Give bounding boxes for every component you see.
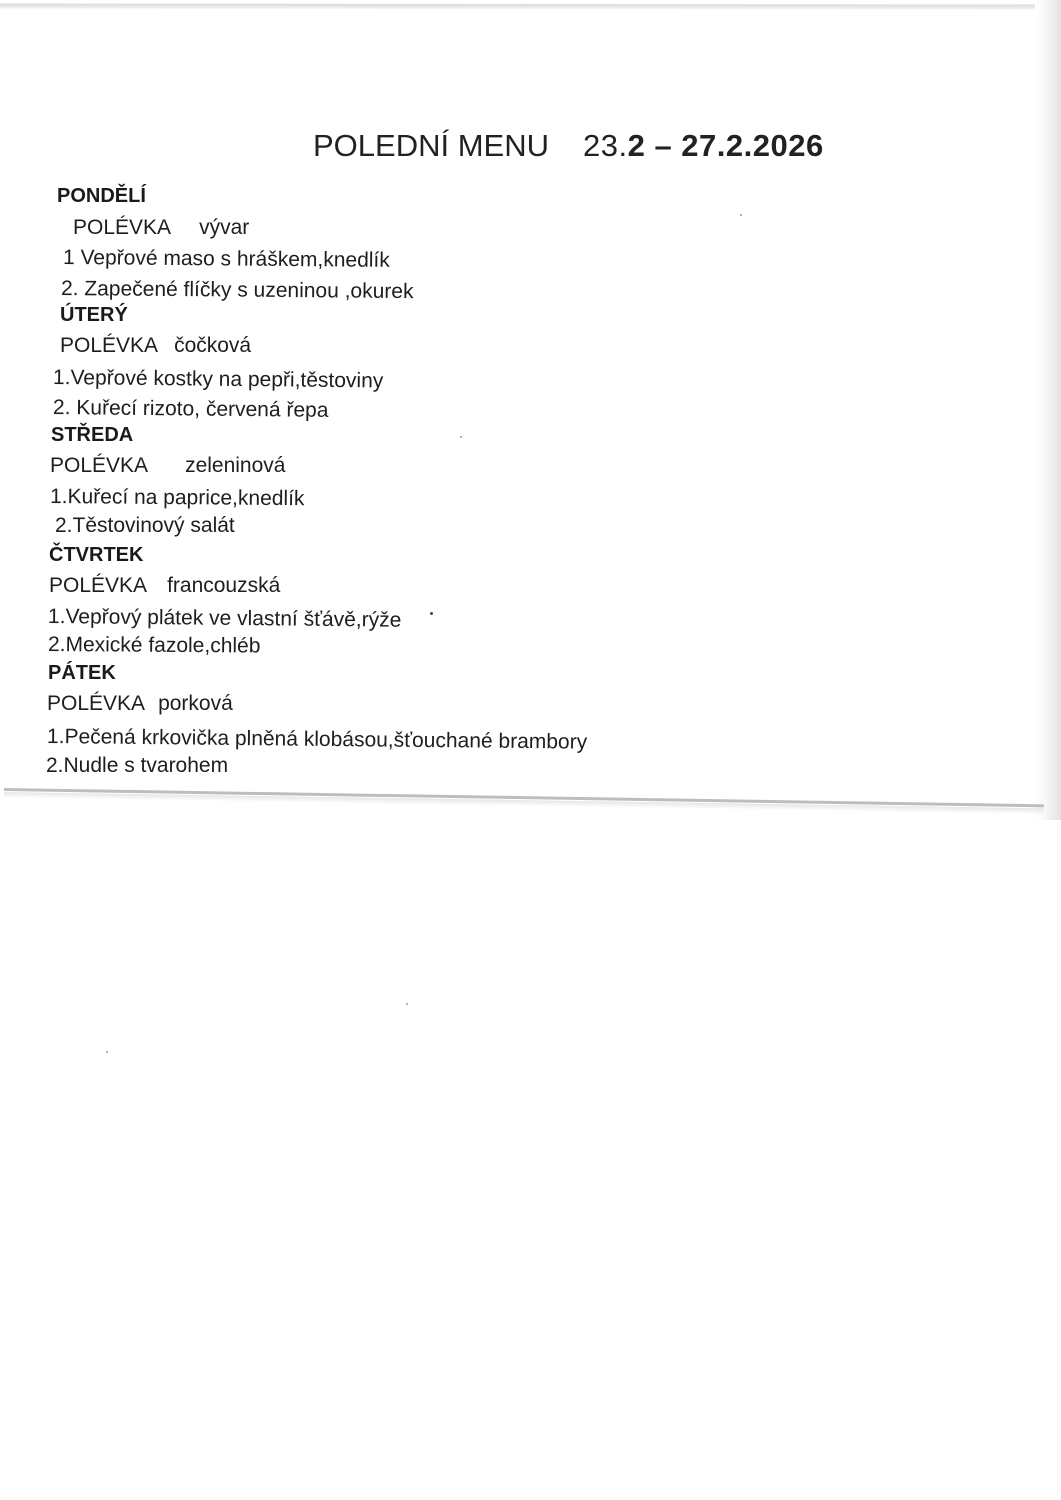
scan-speck [406,1003,408,1005]
menu-date-range-end: 2 – 27.2.2026 [627,128,824,163]
soup-name: vývar [199,216,250,239]
meal2-friday: 2.Nudle s tvarohem [46,754,229,777]
meal2-tuesday: 2. Kuřecí rizoto, červená řepa [52,396,329,422]
soup-line-friday [47,692,233,716]
scan-speck [460,436,462,438]
menu-title [313,128,824,164]
soup-label: POLÉVKA [50,454,149,477]
meal1-wednesday: 1.Kuřecí na paprice,knedlík [49,485,305,511]
meal1-friday: 1.Pečená krkovička plněná klobásou,šťouchané brambory [46,725,588,754]
sheet-top-edge [0,4,1061,10]
sheet-right-edge [1035,0,1061,820]
soup-label: POLÉVKA [47,692,146,715]
menu-date-range [583,128,824,163]
soup-label: POLÉVKA [49,574,148,597]
soup-label: POLÉVKA [60,334,159,357]
menu-date-range-start: 23. [582,128,628,163]
day-heading-tuesday: ÚTERÝ [60,304,128,326]
soup-line-monday [73,216,249,240]
soup-name: zeleninová [185,454,286,477]
meal2-wednesday: 2.Těstovinový salát [55,514,235,537]
soup-name: francouzská [167,574,281,597]
scan-speck [740,214,742,216]
menu-title-label: POLEDNÍ MENU [313,128,549,163]
scan-speck [106,1051,108,1053]
meal1-thursday: 1.Vepřový plátek ve vlastní šťávě,rýže [47,605,402,632]
scan-speck [430,612,433,615]
meal2-monday: 2. Zapečené flíčky s uzeninou ,okurek [60,277,414,304]
soup-name: porková [158,692,233,715]
meal2-thursday: 2.Mexické fazole,chléb [47,633,261,658]
soup-name: čočková [174,334,252,357]
day-heading-monday: PONDĚLÍ [57,185,146,207]
day-heading-friday: PÁTEK [48,662,116,684]
soup-line-tuesday [60,334,251,358]
day-heading-wednesday: STŘEDA [51,424,134,446]
meal1-tuesday: 1.Vepřové kostky na pepři,těstoviny [52,366,384,393]
day-heading-thursday: ČTVRTEK [49,544,144,566]
soup-label: POLÉVKA [73,216,172,239]
soup-line-thursday [49,574,280,598]
soup-line-wednesday [50,454,285,478]
meal1-monday: 1 Vepřové maso s hráškem,knedlík [62,246,390,272]
